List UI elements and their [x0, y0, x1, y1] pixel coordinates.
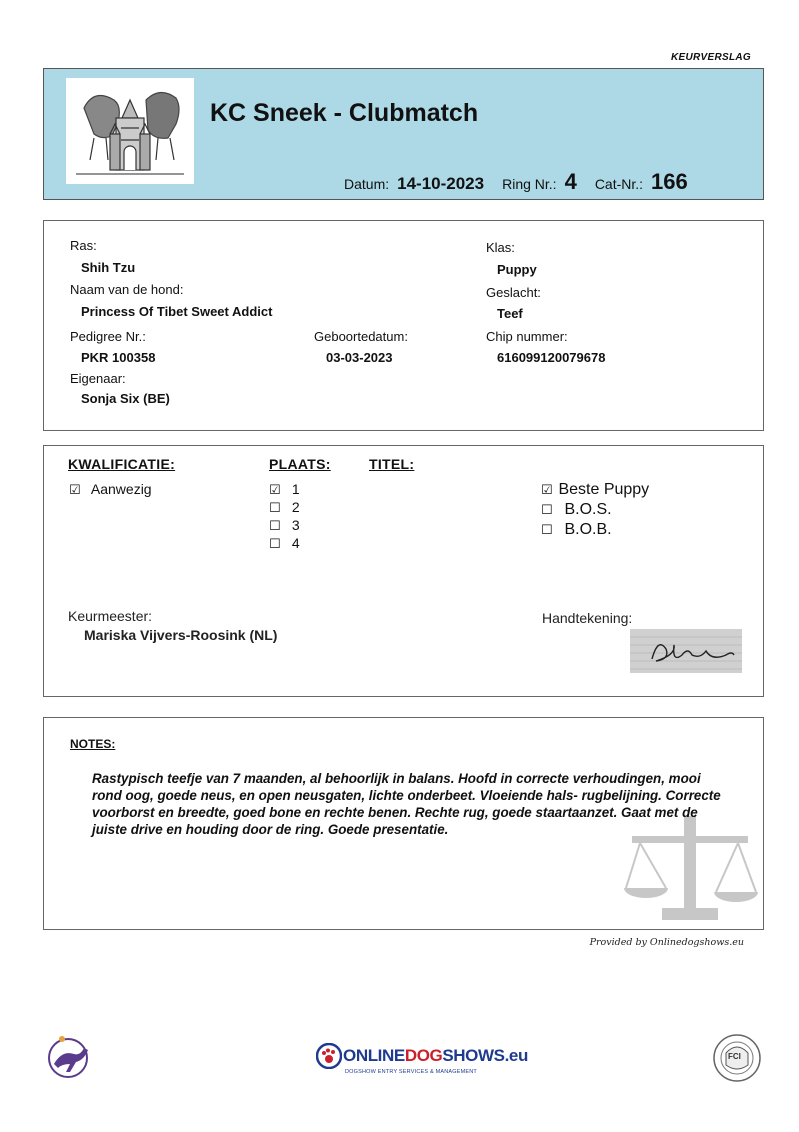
fci-label: FCI	[728, 1052, 741, 1061]
place-option	[269, 499, 300, 517]
place-header: PLAATS:	[269, 456, 331, 472]
checkbox-icon: ☑	[541, 482, 553, 497]
owner-value: Sonja Six (BE)	[81, 391, 170, 406]
title-list	[541, 481, 649, 541]
breed-label: Ras:	[70, 238, 97, 253]
cat-label: Cat-Nr.:	[594, 176, 644, 192]
signature-label: Handtekening:	[542, 610, 633, 626]
event-header	[43, 68, 764, 200]
checkbox-icon: ☐	[269, 518, 281, 533]
chip-value: 616099120079678	[497, 350, 606, 365]
title-option	[541, 501, 649, 521]
onlinedogshows-logo	[316, 1043, 528, 1075]
dog-name-value: Princess Of Tibet Sweet Addict	[81, 304, 273, 319]
title-label: B.O.B.	[564, 521, 612, 538]
signature-image	[630, 629, 742, 673]
qualification-checkbox	[69, 481, 152, 498]
place-list	[269, 481, 300, 553]
ods-dog: DOG	[404, 1046, 443, 1065]
event-title: KC Sneek - Clubmatch	[210, 99, 479, 127]
breed-value: Shih Tzu	[81, 260, 136, 275]
title-header: TITEL:	[369, 456, 415, 472]
title-label: Beste Puppy	[558, 481, 650, 498]
ods-tagline: DOGSHOW ENTRY SERVICES & MANAGEMENT	[345, 1069, 477, 1075]
dog-name-label: Naam van de hond:	[70, 282, 184, 297]
ods-shows: SHOWS	[442, 1046, 505, 1065]
checkbox-icon: ☐	[541, 502, 553, 517]
owner-label: Eigenaar:	[70, 371, 126, 386]
ods-tld: .eu	[504, 1046, 528, 1065]
birth-label: Geboortedatum:	[314, 329, 408, 344]
place-option	[269, 535, 300, 553]
result-panel	[43, 445, 764, 697]
place-option	[269, 517, 300, 535]
checkbox-icon: ☑	[269, 482, 281, 497]
ods-online: ONLINE	[343, 1046, 405, 1065]
place-label: 3	[291, 517, 300, 533]
fci-logo	[712, 1033, 762, 1088]
date-value: 14-10-2023	[397, 174, 485, 193]
class-value: Puppy	[497, 262, 537, 277]
title-label: B.O.S.	[564, 501, 612, 518]
pedigree-value: PKR 100358	[81, 350, 156, 365]
sex-value: Teef	[497, 306, 523, 321]
report-label: KEURVERSLAG	[671, 52, 751, 63]
notes-text: Rastypisch teefje van 7 maanden, al behoorlijk in balans. Hoofd in correcte verhoudingen, mooi rond oog, goede neus, en open neusgaten, lichte onderbeet. Vloeiende hals- rugbelijning. Correcte voorborst en breedte, goed bone en rechte benen. Rechte rug, goede staartaanzet. Gaat met de juiste drive en houding door de ring. Goede presentatie.	[92, 771, 721, 837]
event-meta	[344, 169, 688, 195]
checkbox-icon: ☐	[269, 500, 281, 515]
chip-label: Chip nummer:	[486, 329, 568, 344]
checkbox-icon: ☑	[69, 482, 81, 497]
place-label: 1	[291, 481, 300, 497]
place-label: 2	[291, 499, 300, 515]
provided-by: Provided by Onlinedogshows.eu	[589, 937, 744, 948]
dog-agility-logo	[46, 1034, 94, 1085]
checkbox-icon: ☐	[541, 522, 553, 537]
checkbox-icon: ☐	[269, 536, 281, 551]
sex-label: Geslacht:	[486, 285, 541, 300]
title-option	[541, 521, 649, 541]
paw-icon	[316, 1043, 342, 1069]
notes-title: NOTES:	[70, 737, 116, 751]
judge-label: Keurmeester:	[68, 608, 153, 624]
date-label: Datum:	[344, 176, 390, 192]
cat-value: 166	[651, 169, 688, 194]
pedigree-label: Pedigree Nr.:	[70, 329, 146, 344]
title-option	[541, 481, 649, 501]
dog-info-panel	[43, 220, 764, 431]
ring-value: 4	[564, 169, 577, 194]
birth-value: 03-03-2023	[326, 350, 393, 365]
class-label: Klas:	[486, 240, 515, 255]
notes-panel	[43, 717, 764, 930]
place-option	[269, 481, 300, 499]
club-logo	[66, 78, 194, 184]
ring-label: Ring Nr.:	[502, 176, 557, 192]
place-label: 4	[291, 535, 300, 551]
judge-name: Mariska Vijvers-Roosink (NL)	[84, 627, 278, 643]
qualification-label: Aanwezig	[90, 481, 152, 497]
qualification-header: KWALIFICATIE:	[68, 456, 176, 472]
